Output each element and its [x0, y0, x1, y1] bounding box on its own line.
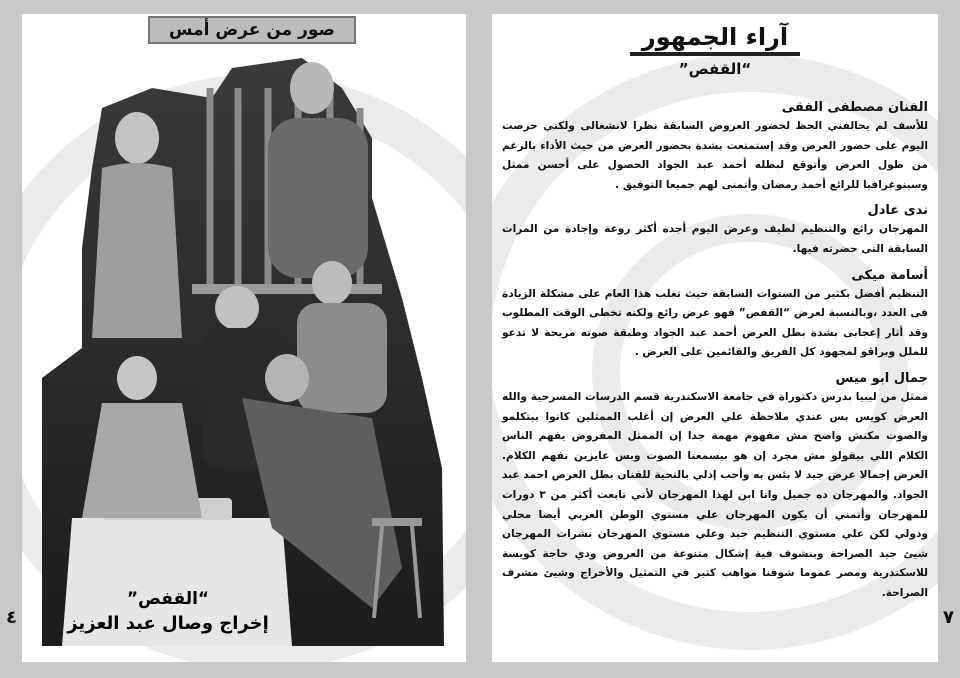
- page-header: [492, 22, 938, 78]
- page-number-left: ٤: [6, 607, 17, 628]
- opinion-author: الفنان مصطفى الفقى: [781, 100, 928, 115]
- opinion-text: المهرجان رائع والتنظيم لطيف وعرض اليوم أجده أكثر روعة وإجادة من المرات السابقة التى حضرته فيها.: [502, 223, 928, 255]
- page-number-right: ٧: [943, 607, 954, 628]
- opinion-text: التنظيم أفضل بكثير من السنوات السابقة حيث تغلب هذا العام على مشكلة الزيادة فى العدد ،وبالنسبة لعرض “القفص” فهو عرض رائع ولكنه تخطى الوقت المطلوب وقد أثار إعجابى بشدة بطل العرض أحمد عبد الجواد وطبقة صوته مريحة لا تدعو للملل وبراڤو لمجهود كل الفريق والقائمين على العرض .: [502, 287, 928, 359]
- opinion-author: أسامة ميكى: [851, 267, 928, 283]
- caption-credit: إخراج وصال عبد العزيز: [67, 613, 269, 634]
- opinion-item: [502, 371, 928, 604]
- page-subtitle: “القفص”: [678, 60, 752, 78]
- opinion-item: [502, 268, 928, 363]
- page-title: آراء الجمهور: [630, 22, 800, 56]
- opinion-author: جمال ابو ميس: [835, 370, 928, 386]
- opinion-text: للأسف لم يحالفني الحظ لحضور العروض السابقة نظرا لانشغالى ولكني حرصت اليوم على حضور العرض وقد إستمتعت بشدة بحضور العرض من حيث الأداء بالرغم من طول العرض وأتوقع لبطله أحمد عبد الجواد الحصول على أحسن ممثل وسينوغرافيا للرائع أحمد رمضان وأتمنى لهم جميعا التوفيق .: [502, 120, 928, 191]
- left-page: [22, 14, 466, 662]
- caption-title: “القفص”: [126, 589, 210, 609]
- opinion-author: ندى عادل: [867, 203, 928, 219]
- section-banner: صور من عرض أمس: [148, 16, 356, 44]
- opinions-list: [502, 100, 928, 611]
- right-page: [492, 14, 938, 662]
- photo-caption: [48, 589, 288, 634]
- cast-photo: [42, 48, 444, 646]
- opinion-item: [502, 100, 928, 195]
- opinion-text: ممثل من ليبيا بدرس دكتوراة في جامعة الاسكندرية قسم الدرسات المسرحية والله العرض كويس بس عندي ملاحظة علي العرض إن أغلب الممثلين كانوا بيتكلمو والصوت مكنش واضح مش مفهوم مهمة جدا إن الممثل المفروض يفهم الناس الكلام اللي بيقولو مش مجرد إن هو بيسمعنا الصوت وبس عايزين نفهم الكلام. العرض إجمالا عرض جيد لا بئس به وأحب إدلي بالتحية للفنان بطل العرض احمد عبد الجواد. والمهرجان ده جميل وانا ابن لهذا المهرجان لأني تابعت أكثر من ٣ دورات للمهرجان وأتمني أن يكون المهرجان علي مستوي الوطن العربي أيضا محلي ودولي لكن علي مستوي التنظيم جيد وعلي مستوي المهرجان نشرات المهرجان شيئ جيد الصراحة وبنشوف فية إشكال متنوعة من العروض ودي حاجة كويسة للاسكندرية ومصر عموما شوفنا مواهب كتير في التمثيل والأخراج وشيئ مشرف الصراحة.: [502, 390, 928, 599]
- opinion-item: [502, 203, 928, 259]
